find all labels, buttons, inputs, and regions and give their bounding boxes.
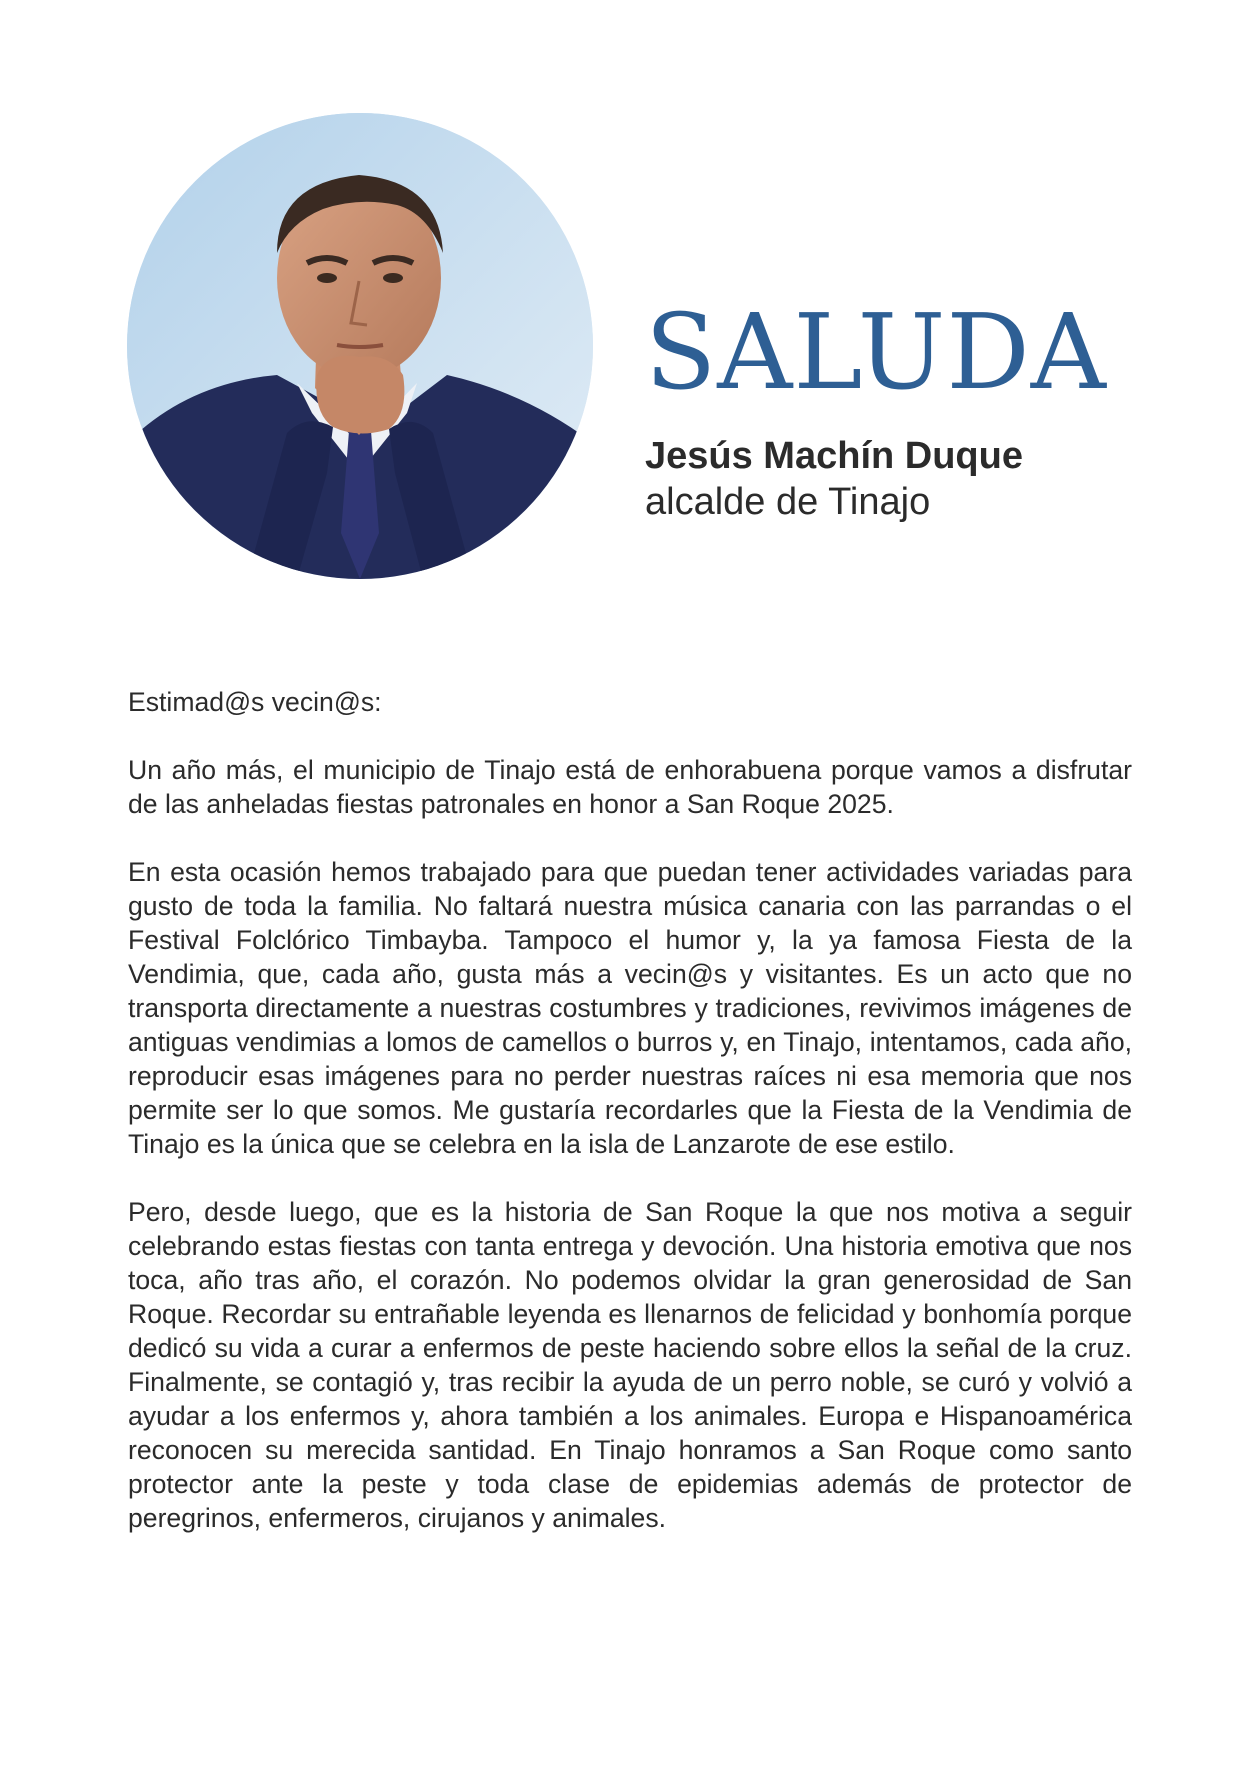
letter-paragraph-3: Pero, desde luego, que es la historia de San Roque la que nos motiva a seguir celebrando estas fiestas con tanta entrega y devoción. Una historia emotiva que nos toca, año tras año, el corazón. No podemos olvidar la gran generosidad de San Roque. Recordar su entrañable leyenda es llenarnos de felicidad y bonhomía porque dedicó su vida a curar a enfermos de peste haciendo sobre ellos la señal de la cruz. Finalmente, se contagió y, tras recibir la ayuda de un perro noble, se curó y volvió a ayudar a los enfermos y, ahora también a los animales. Europa e Hispanoamérica reconocen su merecida santidad. En Tinajo honramos a San Roque como santo protector ante la peste y toda clase de epidemias además de protector de peregrinos, enfermeros, cirujanos y animales. (128, 1197, 1132, 1533)
letter-paragraph-1: Un año más, el municipio de Tinajo está de enhorabuena porque vamos a disfrutar de las anheladas fiestas patronales en honor a San Roque 2025. (128, 755, 1132, 819)
letter-greeting: Estimad@s vecin@s: (128, 687, 382, 717)
portrait-photo (127, 113, 593, 579)
author-name: Jesús Machín Duque (645, 435, 1023, 477)
letter-paragraph-2: En esta ocasión hemos trabajado para que puedan tener actividades variadas para gusto de toda la familia. No faltará nuestra música canaria con las parrandas o el Festival Folclórico Timbayba. Tampoco el humor y, la ya famosa Fiesta de la Vendimia, que, cada año, gusta más a vecin@s y visitantes. Es un acto que no transporta directamente a nuestras costumbres y tradiciones, revivimos imágenes de antiguas vendimias a lomos de camellos o burros y, en Tinajo, intentamos, cada año, reproducir esas imágenes para no perder nuestras raíces ni esa memoria que nos permite ser lo que somos. Me gustaría recordarles que la Fiesta de la Vendimia de Tinajo es la única que se celebra en la isla de Lanzarote de ese estilo. (128, 857, 1132, 1159)
heading-block (645, 291, 1165, 525)
portrait-icon (127, 113, 593, 579)
author-role: alcalde de Tinajo (645, 480, 931, 523)
letter-body (128, 685, 1132, 1569)
page-title: SALUDA (645, 291, 1107, 413)
